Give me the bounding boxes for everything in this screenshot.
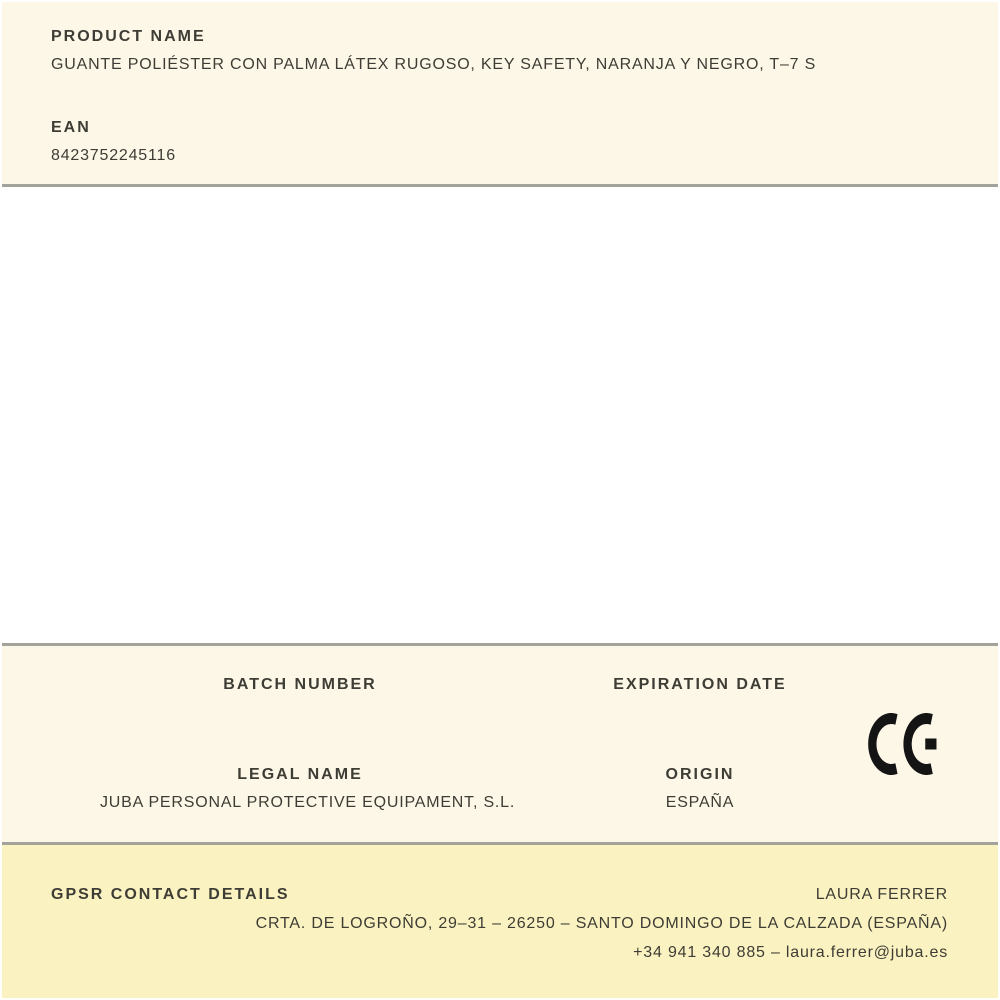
legal-name-value: JUBA PERSONAL PROTECTIVE EQUIPAMENT, S.L.	[100, 794, 516, 811]
ean-value: 8423752245116	[51, 147, 176, 164]
batch-number-field	[100, 675, 500, 723]
legal-name-field	[100, 765, 516, 813]
expiration-date-value	[500, 703, 900, 723]
ean-field	[51, 118, 949, 166]
product-info-section	[2, 2, 998, 184]
ce-mark-icon	[857, 713, 941, 775]
legal-name-label: LEGAL NAME	[237, 766, 363, 783]
contact-phone-email: +34 941 340 885 – laura.ferrer@juba.es	[633, 944, 948, 961]
origin-value: ESPAÑA	[665, 794, 735, 811]
batch-number-label: BATCH NUMBER	[223, 676, 377, 693]
product-name-field	[51, 27, 949, 75]
gpsr-contact-section	[2, 845, 998, 998]
product-name-label: PRODUCT NAME	[51, 28, 206, 45]
blank-section	[2, 187, 998, 643]
origin-field	[500, 765, 900, 813]
contact-address: CRTA. DE LOGROÑO, 29–31 – 26250 – SANTO DOMINGO DE LA CALZADA (ESPAÑA)	[255, 915, 948, 932]
ean-label: EAN	[51, 119, 91, 136]
contact-person-name: LAURA FERRER	[815, 886, 948, 903]
expiration-date-field	[500, 675, 900, 723]
gpsr-header-row	[51, 885, 948, 905]
expiration-date-label: EXPIRATION DATE	[613, 676, 787, 693]
origin-label: ORIGIN	[665, 766, 735, 783]
batch-number-value	[100, 703, 500, 723]
product-name-value: GUANTE POLIÉSTER CON PALMA LÁTEX RUGOSO, KEY SAFETY, NARANJA Y NEGRO, T–7 S	[51, 56, 817, 73]
gpsr-contact-details-label: GPSR CONTACT DETAILS	[51, 886, 290, 903]
details-section	[2, 646, 998, 842]
